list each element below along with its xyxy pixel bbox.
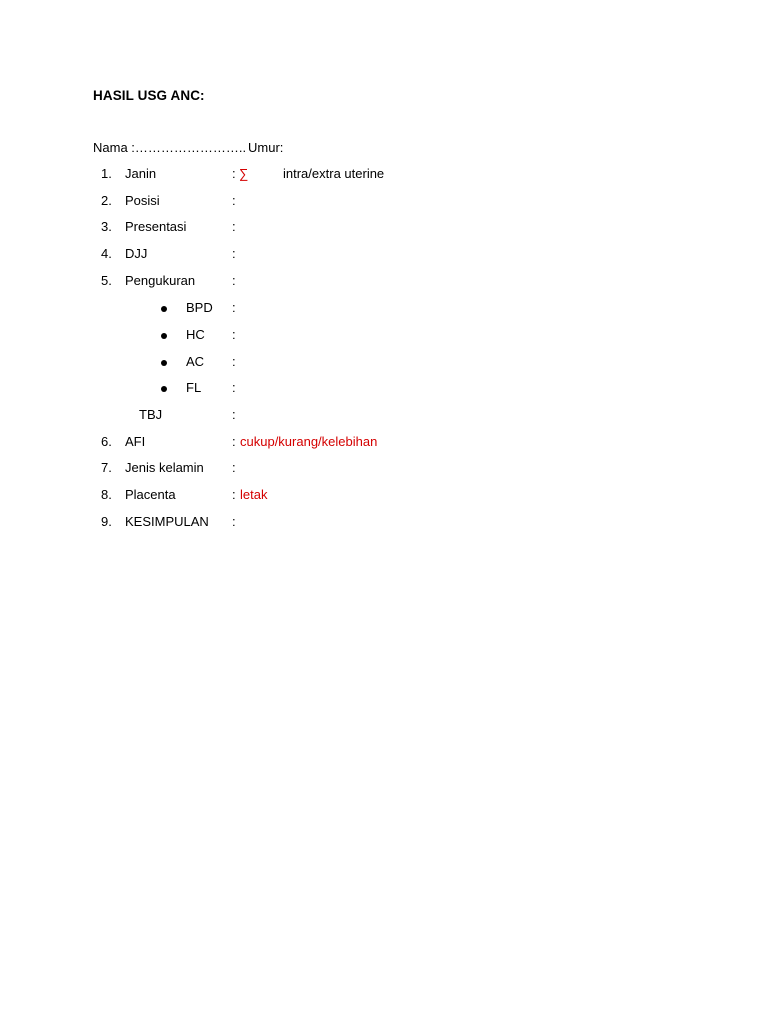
item-colon: : — [232, 380, 236, 395]
bullet-icon — [161, 333, 167, 339]
item-number: 8. — [101, 487, 112, 502]
item-label: DJJ — [125, 246, 148, 261]
item-label: Pengukuran — [125, 273, 196, 288]
item-number: 5. — [101, 273, 112, 288]
measurement-label: FL — [186, 380, 202, 395]
item-colon: : — [232, 219, 236, 234]
tbj-label: TBJ — [139, 407, 163, 422]
bullet-icon — [161, 386, 167, 392]
item-number: 6. — [101, 434, 112, 449]
item-colon: : — [232, 354, 236, 369]
patient-name-line — [93, 140, 284, 155]
item-label: Posisi — [125, 193, 160, 208]
nama-label: Nama :…………………….. — [93, 140, 247, 155]
item-number: 9. — [101, 514, 112, 529]
document-title: HASIL USG ANC: — [93, 88, 205, 103]
item-colon: : — [232, 514, 236, 529]
item-label: Placenta — [125, 487, 176, 502]
janin-location-text: intra/extra uterine — [283, 166, 385, 181]
item-number: 4. — [101, 246, 112, 261]
item-colon: : — [232, 193, 236, 208]
sigma-symbol: ∑ — [239, 166, 249, 181]
item-label: Presentasi — [125, 219, 187, 234]
umur-label: Umur: — [248, 140, 284, 155]
item-colon: : — [232, 460, 236, 475]
measurement-label: HC — [186, 327, 205, 342]
item-number: 1. — [101, 166, 112, 181]
item-colon: : — [232, 273, 236, 288]
item-number: 7. — [101, 460, 112, 475]
afi-value: cukup/kurang/kelebihan — [240, 434, 378, 449]
item-colon: : — [232, 407, 236, 422]
item-colon: : — [232, 166, 236, 181]
placenta-value: letak — [240, 487, 268, 502]
item-label: AFI — [125, 434, 146, 449]
item-label: KESIMPULAN — [125, 514, 209, 529]
item-label: Jenis kelamin — [125, 460, 204, 475]
item-colon: : — [232, 300, 236, 315]
item-colon: : — [232, 487, 236, 502]
measurement-label: BPD — [186, 300, 213, 315]
measurement-label: AC — [186, 354, 205, 369]
bullet-icon — [161, 360, 167, 366]
item-colon: : — [232, 327, 236, 342]
item-number: 2. — [101, 193, 112, 208]
item-colon: : — [232, 434, 236, 449]
item-colon: : — [232, 246, 236, 261]
item-label: Janin — [125, 166, 157, 181]
bullet-icon — [161, 306, 167, 312]
item-number: 3. — [101, 219, 112, 234]
